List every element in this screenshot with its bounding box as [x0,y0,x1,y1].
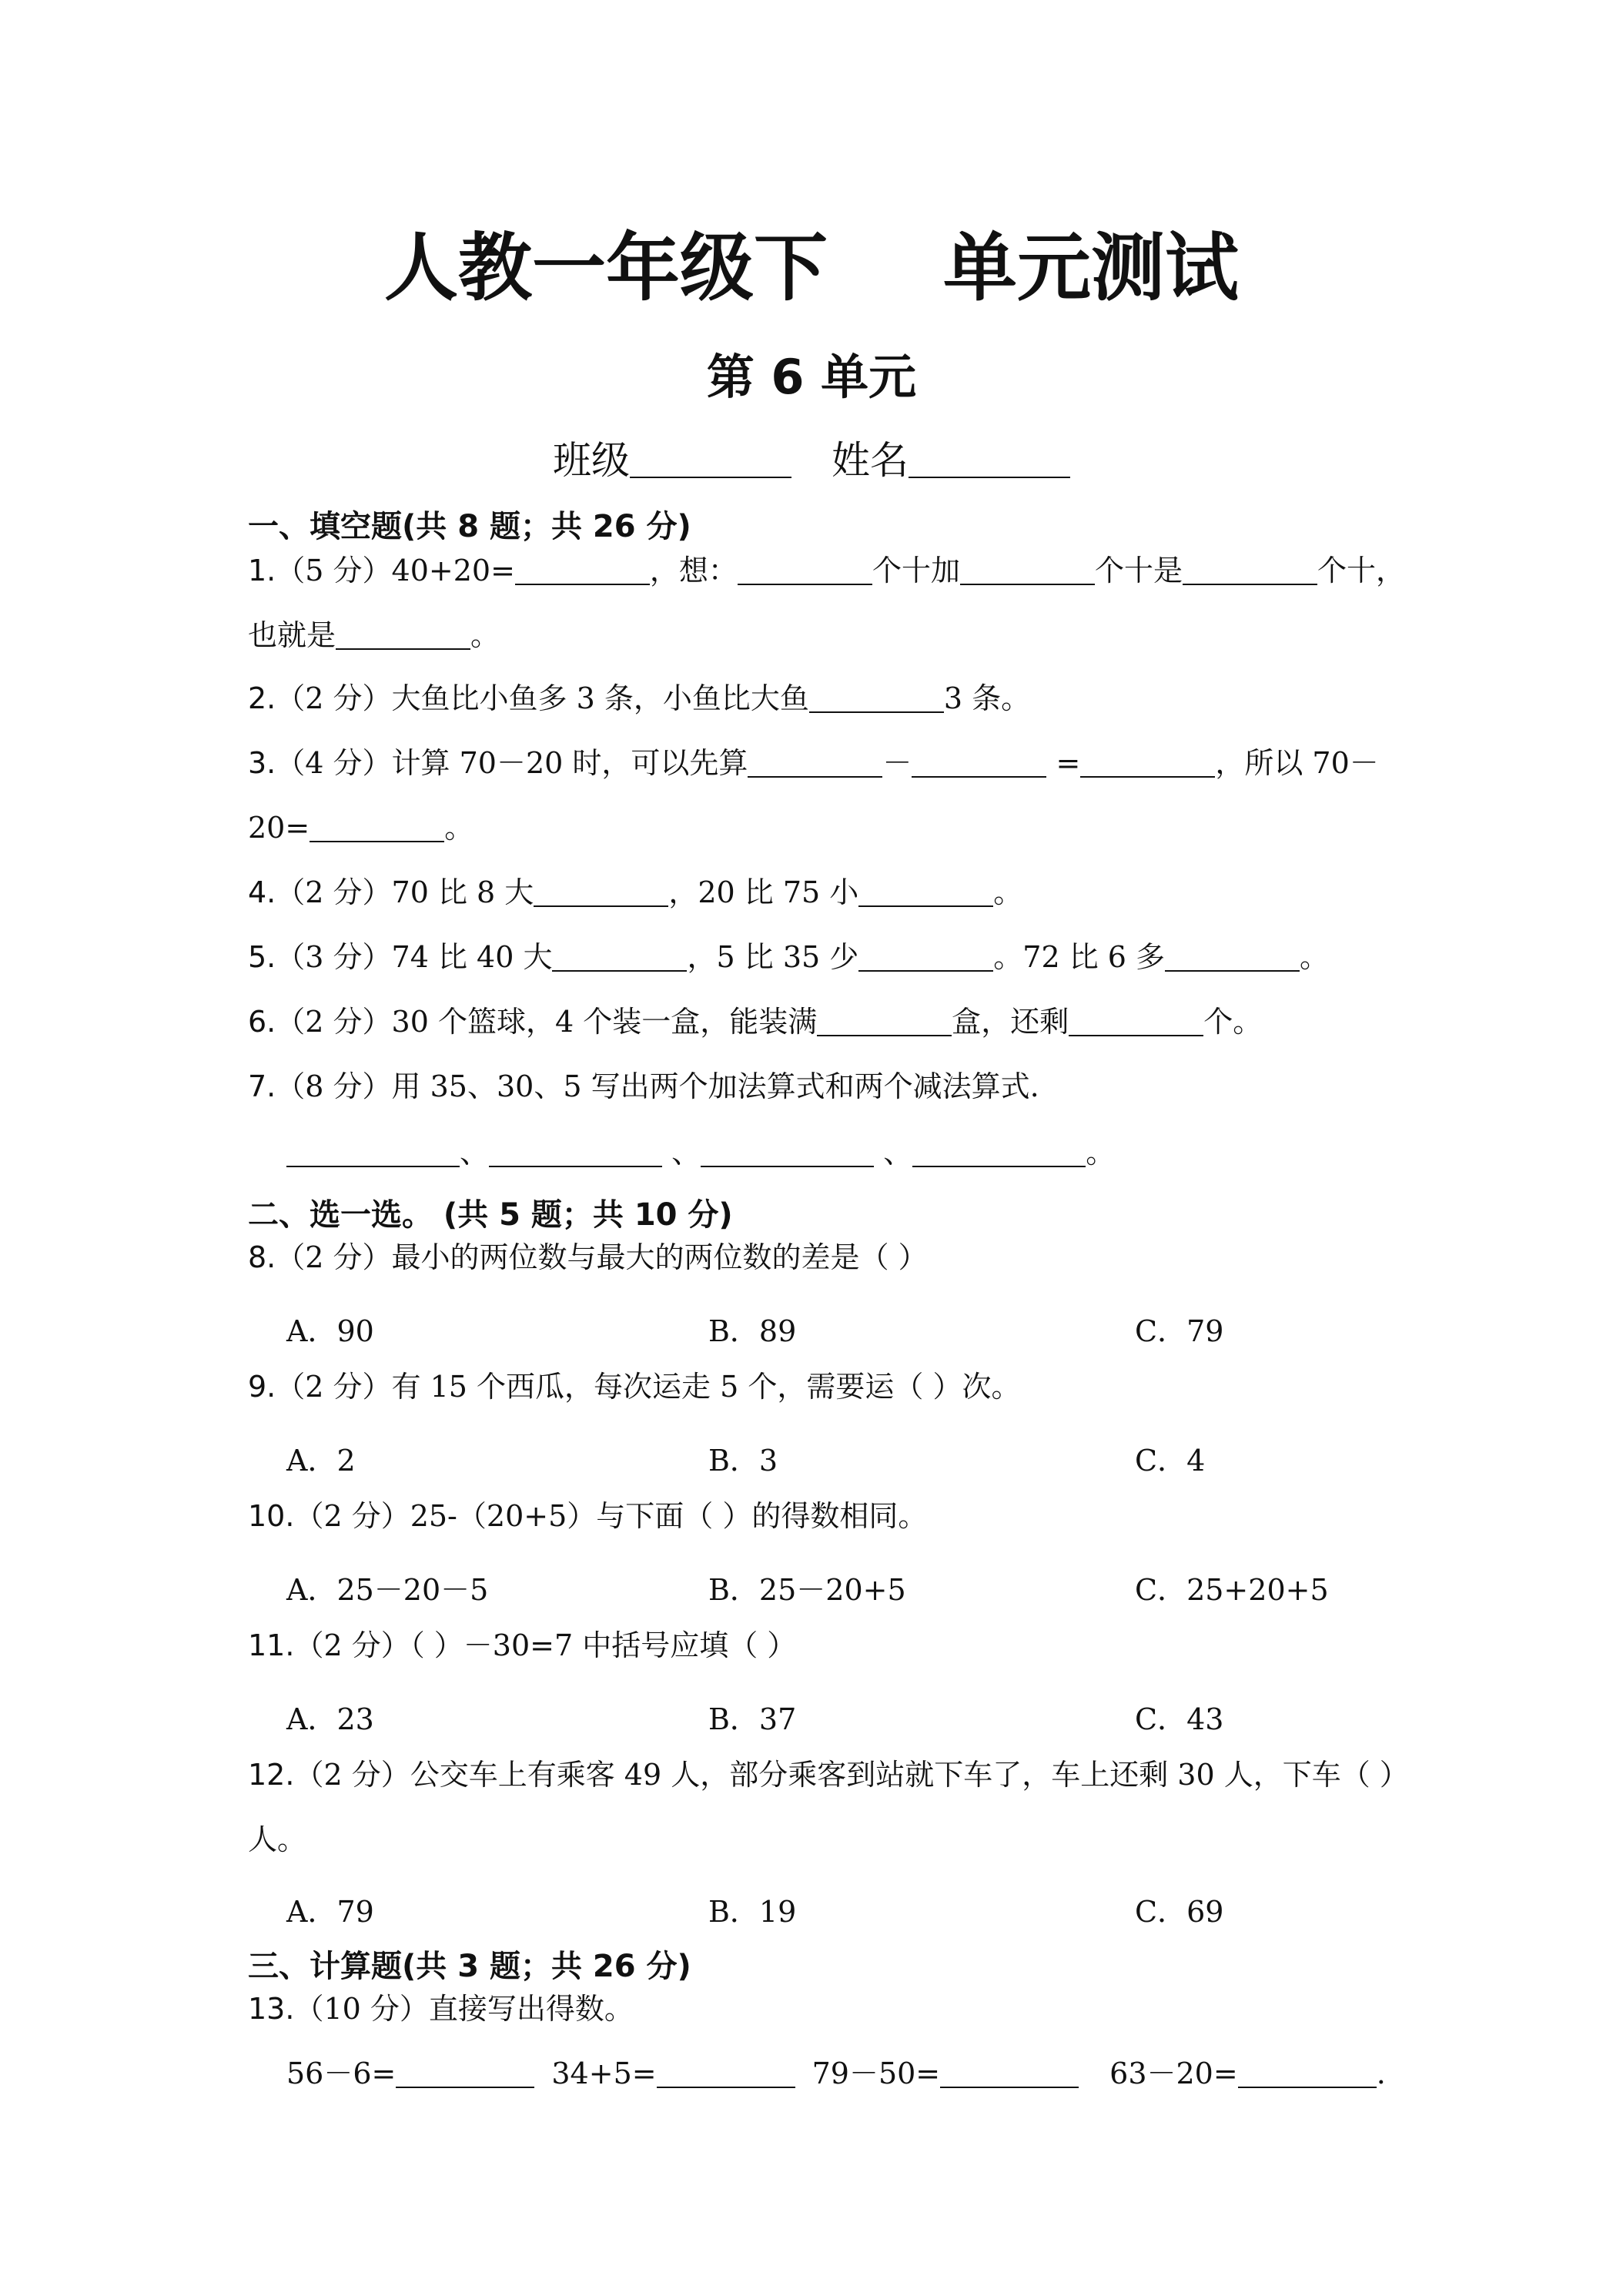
blank[interactable] [1165,944,1300,972]
question-9: 9.（2 分）有 15 个西瓜，每次运走 5 个，需要运（ ）次。 [248,1370,1021,1404]
blank[interactable] [310,815,444,842]
title-right: 单元测试 [943,225,1239,311]
section-2-heading: 二、选一选。 (共 5 题；共 10 分) [248,1197,733,1233]
name-blank[interactable] [909,450,1070,478]
question-13: 13.（10 分）直接写出得数。 [248,1992,634,2026]
question-3-cont: 20= 。 [248,811,474,845]
blank[interactable] [1069,1009,1203,1036]
option-a[interactable]: A．90 [286,1314,374,1348]
question-2: 2.（2 分）大鱼比小鱼多 3 条，小鱼比大鱼 3 条。 [248,681,1031,715]
class-name-row [0,430,1623,485]
blank[interactable] [515,557,650,585]
option-b[interactable]: B．25－20+5 [708,1573,906,1607]
blank[interactable] [912,1140,1086,1167]
blank[interactable] [1238,2060,1377,2088]
option-b[interactable]: B．89 [708,1314,797,1348]
question-12-cont: 人。 [248,1822,307,1856]
question-6: 6.（2 分）30 个篮球，4 个装一盒，能装满 盒，还剩 个。 [248,1005,1263,1039]
option-a[interactable]: A．23 [286,1702,374,1736]
question-5: 5.（3 分）74 比 40 大 ，5 比 35 少 。72 比 6 多 。 [248,940,1330,974]
option-a[interactable]: A．79 [286,1895,374,1929]
blank[interactable] [489,1140,662,1167]
option-c[interactable]: C．69 [1135,1895,1224,1929]
question-8: 8.（2 分）最小的两位数与最大的两位数的差是（ ） [248,1240,928,1274]
question-4: 4.（2 分）70 比 8 大 ，20 比 75 小 。 [248,875,1023,909]
option-a[interactable]: A．25－20－5 [286,1573,489,1607]
blank[interactable] [858,944,993,972]
blank[interactable] [817,1009,952,1036]
option-c[interactable]: C．43 [1135,1702,1224,1736]
section-1-heading: 一、填空题(共 8 题；共 26 分) [248,509,691,544]
question-1-cont: 也就是 。 [248,618,500,652]
question-7: 7.（8 分）用 35、30、5 写出两个加法算式和两个减法算式. [248,1069,1039,1103]
option-a[interactable]: A．2 [286,1444,356,1478]
question-10: 10.（2 分）25-（20+5）与下面（ ）的得数相同。 [248,1499,928,1533]
blank[interactable] [940,2060,1079,2088]
question-1: 1.（5 分）40+20= ，想： 个十加 个十是 个十， [248,554,1405,587]
option-c[interactable]: C．25+20+5 [1135,1573,1329,1607]
name-label: 姓名 [832,438,909,483]
blank[interactable] [396,2060,534,2088]
blank[interactable] [858,879,993,907]
question-7-answers: 、 、 、 。 [286,1138,1115,1167]
class-label: 班级 [553,438,630,483]
class-blank[interactable] [630,450,791,478]
option-b[interactable]: B．3 [708,1444,778,1478]
blank[interactable] [809,685,944,713]
question-3: 3.（4 分）计算 70－20 时，可以先算 － = ，所以 70－ [248,746,1379,780]
blank[interactable] [336,622,470,650]
question-12: 12.（2 分）公交车上有乘客 49 人，部分乘客到站就下车了，车上还剩 30 人，下车（ ） [248,1758,1409,1792]
blank[interactable] [552,944,687,972]
blank[interactable] [286,1140,460,1167]
option-c[interactable]: C．4 [1135,1444,1206,1478]
section-3-heading: 三、计算题(共 3 题；共 26 分) [248,1949,691,1984]
blank[interactable] [738,557,872,585]
blank[interactable] [657,2060,795,2088]
option-b[interactable]: B．37 [708,1702,797,1736]
option-b[interactable]: B．19 [708,1895,797,1929]
title-left: 人教一年级下 [384,225,828,311]
blank[interactable] [701,1140,874,1167]
blank[interactable] [1183,557,1317,585]
blank[interactable] [960,557,1095,585]
blank[interactable] [534,879,668,907]
blank[interactable] [1080,750,1215,778]
blank[interactable] [748,750,882,778]
option-c[interactable]: C．79 [1135,1314,1224,1348]
question-13-exercises: 56－6= 34+5= 79－50= 63－20= . [286,2057,1386,2090]
page-title [0,209,1623,315]
unit-subtitle: 第 6 单元 [706,349,917,405]
blank[interactable] [912,750,1046,778]
question-11: 11.（2 分）（ ）－30=7 中括号应填（ ） [248,1628,797,1662]
